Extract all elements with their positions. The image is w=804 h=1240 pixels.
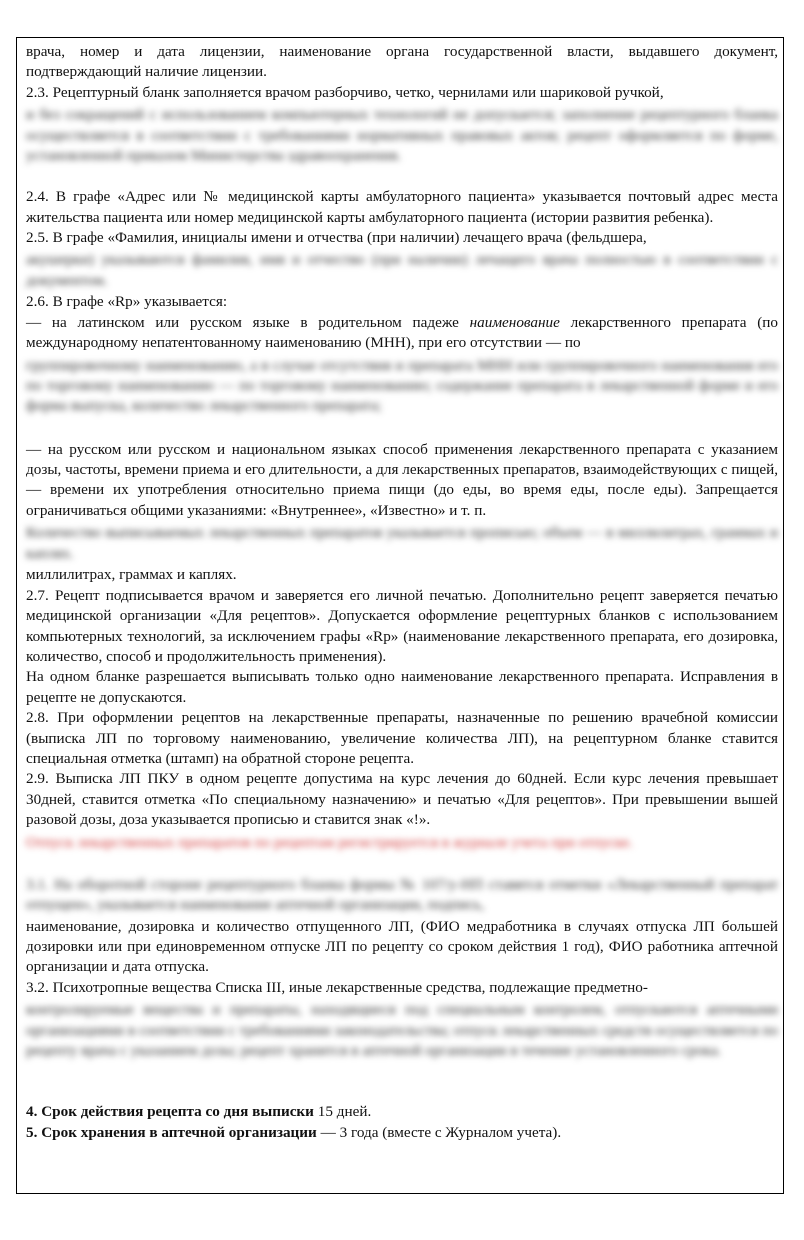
paragraph-storage bbox=[26, 1123, 778, 1143]
paragraph-2-9: 2.9. Выписка ЛП ПКУ в одном рецепте допустима на курс лечения до 60дней. Если курс лечения превышает 30дней, ставится отметка «По специальному назначению» и печатью «Для рецептов». При превышении вышей разовой дозы, доза указывается прописью и ставится знак «!». bbox=[26, 770, 778, 829]
text-span: лекарственного препарата (по международному непатентованному наименованию (МНН), при его отсутствии — по bbox=[26, 313, 779, 352]
bold-heading: 4. Срок действия рецепта со дня выписки bbox=[26, 1103, 314, 1121]
text-span: — 3 года (вместе с Журналом учета). bbox=[316, 1123, 562, 1141]
paragraph-3-2: 3.2. Психотропные вещества Списка III, иные лекарственные средства, подлежащие предметно- bbox=[26, 978, 648, 996]
paragraph-2-5: 2.5. В графе «Фамилия, инициалы имени и отчества (при наличии) лечащего врача (фельдшера, bbox=[26, 229, 647, 247]
paragraph-dispense-note: наименование, дозировка и количество отпущенного ЛП, (ФИО медработника в случаях отпуска ЛП большей дозировки или при единовременном отпуске ЛП по рецепту со сроком действия 1 год), ФИО работника аптечной организации и дата отпуска. bbox=[26, 917, 778, 976]
document-body bbox=[26, 42, 778, 1143]
blurred-text-block: Количество выписываемых лекарственных препаратов указывается прописью; объем — в миллилитрах, граммах и каплях. bbox=[26, 524, 778, 562]
text-span: — на латинском или русском языке в родительном падеже bbox=[26, 313, 470, 331]
paragraph-validity bbox=[26, 1102, 778, 1122]
paragraph-2-4: 2.4. В графе «Адрес или № медицинской карты амбулаторного пациента» указывается почтовый адрес места жительства пациента или номер медицинской карты амбулаторного пациента (истории развития ребенка). bbox=[26, 188, 778, 226]
paragraph-2-7: 2.7. Рецепт подписывается врачом и заверяется его личной печатью. Дополнительно рецепт заверяется печатью медицинской организации «Для рецептов». Допускается оформление рецептурных бланков с использованием компьютерных технологий, за исключением графы «Rp» (наименование лекарственного препарата, его дозировка, количество, способ и продолжительность применения). bbox=[26, 586, 778, 665]
paragraph-2-8: 2.8. При оформлении рецептов на лекарственные препараты, назначенные по решению врачебной комиссии (выписка ЛП по торговому наименованию, увеличение количества ЛП), на рецептурном бланке ставится специальная отметка (штамп) на обратной стороне рецепта. bbox=[26, 709, 778, 767]
paragraph-rp-latin bbox=[26, 313, 778, 354]
blurred-text-block: контролируемые вещества и препараты, находящиеся под специальным контролем, отпускаются аптечными организациями в соответствии с требованиями законодательства; отпуск лекарственных средств осуществляется по рецепту врача с указанием дозы; рецепт хранится в аптечной организации в течение установленного срока. bbox=[26, 1001, 778, 1059]
blurred-text-block: и без сокращений с использованием компьютерных технологий не допускается; заполнение рецептурного бланка осуществляется в соответствии с требованиями нормативных правовых актов; рецепт оформляется по форме, установленной приказом Министерства здравоохранения. bbox=[26, 106, 778, 165]
italic-term: наименование bbox=[469, 313, 560, 331]
paragraph-units: миллилитрах, граммах и каплях. bbox=[26, 566, 237, 584]
bold-heading: 5. Срок хранения в аптечной организации bbox=[26, 1123, 317, 1141]
blurred-text-block: 3.1. На оборотной стороне рецептурного бланка формы № 107/у-НП ставятся отметки «Лекарственный препарат отпущен», указывается наименование аптечной организации, подпись, bbox=[26, 875, 778, 913]
paragraph-one-item: На одном бланке разрешается выписывать только одно наименование лекарственного препарата. Исправления в рецепте не допускаются. bbox=[26, 668, 778, 706]
paragraph-2-3: 2.3. Рецептурный бланк заполняется врачом разборчиво, четко, чернилами или шариковой ручкой, bbox=[26, 83, 664, 101]
text-span: 15 дней. bbox=[313, 1103, 372, 1121]
blurred-text-block: группировочному наименованию, а в случае отсутствия и препарата МНН или группировочного наименования его по торговому наименованию — по торговому наименованию; содержание препарата в лекарственной форме и его форма выпуска, количество лекарственного препарата; bbox=[26, 356, 778, 415]
paragraph-rp-usage: — на русском или русском и национальном языках способ применения лекарственного препарата с указанием дозы, частоты, времени приема и его длительности, а для лекарственных препаратов, взаимодействующих с пищей, — времени их употребления относительно приема пищи (до еды, во время еды, после еды). Запрещается ограничиваться общими указаниями: «Внутреннее», «Известно» и т. п. bbox=[26, 440, 778, 519]
blurred-text-block: акушерки) указываются фамилия, имя и отчество (при наличии) лечащего врача полностью в соответствии с документом. bbox=[26, 251, 778, 289]
paragraph-license: врача, номер и дата лицензии, наименование органа государственной власти, выдавшего документ, подтверждающий наличие лицензии. bbox=[26, 43, 778, 81]
blurred-red-text-block: Отпуск лекарственных препаратов по рецептам регистрируется в журнале учета при отпуске. bbox=[26, 833, 633, 851]
paragraph-2-6: 2.6. В графе «Rp» указывается: bbox=[26, 293, 228, 311]
